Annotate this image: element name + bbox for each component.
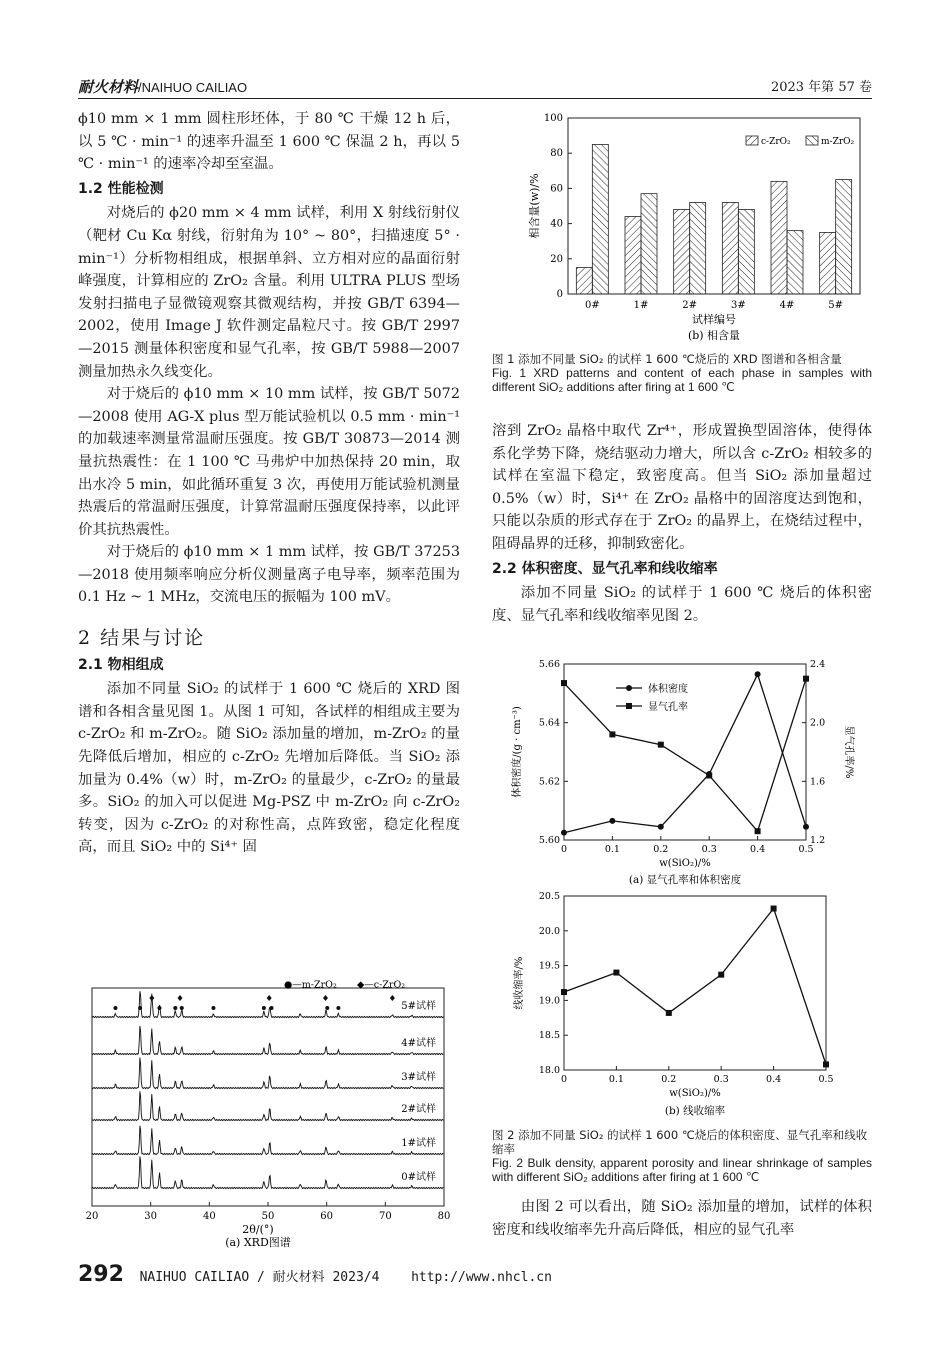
xrd-pattern-line bbox=[92, 1126, 443, 1155]
y-tick-label: 20 bbox=[550, 253, 563, 265]
x-axis-label: 试样编号 bbox=[692, 313, 736, 326]
data-point bbox=[609, 818, 615, 824]
data-point bbox=[803, 676, 809, 682]
plot-frame bbox=[92, 988, 444, 1206]
density-porosity-plot-area bbox=[510, 659, 856, 886]
x-tick-label: 50 bbox=[261, 1211, 275, 1222]
x-tick-label: 0.1 bbox=[604, 844, 620, 855]
y2-tick-label: 2.4 bbox=[810, 659, 826, 670]
c-zro2-marker bbox=[149, 995, 154, 1001]
bar-m-ZrO₂ bbox=[641, 194, 657, 294]
data-point bbox=[561, 680, 567, 686]
c-zro2-marker bbox=[178, 995, 183, 1001]
journal-name-cn: 耐火材料 bbox=[78, 78, 139, 96]
x-tick-label: 40 bbox=[202, 1211, 216, 1222]
m-zro2-marker bbox=[325, 1006, 329, 1010]
x-tick-label: 3# bbox=[730, 300, 746, 311]
shrinkage-plot-area bbox=[512, 891, 834, 1117]
bar-c-ZrO₂ bbox=[576, 268, 592, 294]
xrd-pattern-line bbox=[92, 1058, 443, 1089]
sample-label: 0#试样 bbox=[401, 1172, 436, 1183]
c-zro2-marker bbox=[390, 995, 395, 1001]
y-tick-label: 20.5 bbox=[538, 891, 560, 902]
x-tick-label: 0 bbox=[560, 1074, 568, 1085]
bar-m-ZrO₂ bbox=[690, 202, 706, 294]
journal-name-en: /NAIHUO CAILIAO bbox=[138, 80, 248, 95]
data-point bbox=[803, 824, 809, 830]
figure-1-caption bbox=[492, 352, 872, 394]
x-axis-label: 2θ/(°) bbox=[242, 1223, 274, 1236]
y2-tick-label: 2.0 bbox=[810, 717, 826, 729]
paragraph: 对于烧后的 ϕ10 mm × 1 mm 试样，按 GB/T 37253—2018 使用频率响应分析仪测量离子电导率，频率范围为 0.1 Hz ~ 1 MHz，交流电压的振幅为 100 mV。 bbox=[78, 544, 460, 606]
right-column-upper bbox=[492, 420, 872, 627]
y2-axis-label: 显气孔率/% bbox=[843, 725, 854, 779]
y2-tick-label: 1.6 bbox=[810, 776, 826, 788]
chart-title: (b) 相含量 bbox=[687, 329, 741, 342]
bar-m-ZrO₂ bbox=[787, 231, 803, 294]
x-tick-label: 80 bbox=[437, 1211, 451, 1222]
bar-plot-area bbox=[527, 113, 860, 342]
page-footer bbox=[78, 1262, 552, 1287]
x-tick-label: 0 bbox=[560, 844, 568, 855]
paragraph: 添加不同量 SiO₂ 的试样于 1 600 ℃ 烧后的 XRD 图谱和各相含量见图 1。从图 1 可知，各试样的相组成主要为 c‑ZrO₂ 和 m‑ZrO₂。随 SiO₂ 添加量的增加，m‑ZrO₂ 的量先降低后增加，相应的 c‑ZrO₂ 先增加后降低。当 SiO₂ 添加量为 0.4%（w）时，m‑ZrO₂ 的量最少，c‑ZrO₂ 的量最多。SiO₂ 的加入可以促进 Mg‑PSZ 中 m‑ZrO₂ 向 c‑ZrO₂ 转变，因为 c‑ZrO₂ 的对称性高，点阵致密，稳定化程度高，而且 SiO₂ 中的 Si⁴⁺ 固 bbox=[78, 681, 460, 856]
x-tick-label: 20 bbox=[85, 1211, 99, 1222]
m-zro2-marker bbox=[113, 1006, 117, 1010]
legend-c-zro2: ◆—c-ZrO₂ bbox=[357, 979, 406, 991]
x-tick-label: 1# bbox=[633, 300, 649, 311]
x-tick-label: 30 bbox=[144, 1211, 158, 1222]
y-axis-label: 体积密度/(g · cm⁻³) bbox=[512, 706, 523, 798]
figure-2-caption bbox=[492, 1128, 872, 1184]
figure-1-caption-cn: 图 1 添加不同量 SiO₂ 的试样 1 600 ℃烧后的 XRD 图谱和各相含量 bbox=[492, 352, 842, 366]
footer-journal: NAIHUO CAILIAO / 耐火材料 2023/4 bbox=[139, 1270, 380, 1285]
bar-m-ZrO₂ bbox=[738, 210, 754, 294]
x-tick-label: 60 bbox=[320, 1211, 334, 1222]
x-tick-label: 0.3 bbox=[701, 844, 717, 855]
chart-title: (a) 显气孔率和体积密度 bbox=[628, 874, 742, 886]
legend-label: 体积密度 bbox=[648, 684, 688, 695]
data-point bbox=[755, 828, 761, 834]
x-tick-label: 0.2 bbox=[661, 1074, 677, 1085]
x-tick-label: 0.3 bbox=[713, 1074, 729, 1085]
paragraph: 对于烧后的 ϕ10 mm × 10 mm 试样，按 GB/T 5072—2008 使用 AG‑X plus 型万能试验机以 0.5 mm · min⁻¹ 的加载速率测量常温耐压强度。按 GB/T 30873—2014 测量抗热震性：在 1 100 ℃ 马弗炉中加热保持 20 min，取出水冷 5 min，如此循环重复 3 次，再使用万能试验机测量热震后的常温耐压强度，计算常温耐压强度保持率，以此评价其抗热震性。 bbox=[78, 386, 460, 538]
legend-marker bbox=[626, 685, 632, 691]
bar-c-ZrO₂ bbox=[820, 232, 836, 294]
bar-c-ZrO₂ bbox=[674, 210, 690, 294]
m-zro2-marker bbox=[180, 1006, 184, 1010]
bar-m-ZrO₂ bbox=[836, 180, 852, 294]
sample-label: 3#试样 bbox=[401, 1072, 436, 1083]
y-tick-label: 80 bbox=[550, 148, 563, 160]
legend-swatch bbox=[806, 136, 818, 145]
x-tick-label: 0.5 bbox=[818, 1074, 834, 1085]
legend-label: 显气孔率 bbox=[648, 702, 688, 713]
right-column-lower bbox=[492, 1196, 872, 1241]
legend-label: c-ZrO₂ bbox=[761, 137, 791, 147]
left-column bbox=[78, 108, 460, 859]
chart-title: (b) 线收缩率 bbox=[664, 1105, 726, 1117]
bar-c-ZrO₂ bbox=[625, 217, 641, 294]
m-zro2-marker bbox=[138, 1006, 142, 1010]
figure-2-caption-en: Fig. 2 Bulk density, apparent porosity and linear shrinkage of samples with different SiO₂ additions after firing at 1 600 ℃ bbox=[492, 1156, 872, 1184]
bar-m-ZrO₂ bbox=[592, 144, 608, 294]
figure-1-caption-en: Fig. 1 XRD patterns and content of each phase in samples with different SiO₂ additions after firing at 1 600 ℃ bbox=[492, 366, 872, 394]
data-point bbox=[561, 830, 567, 836]
plot-frame bbox=[564, 896, 826, 1070]
section-heading-2-2: 2.2 体积密度、显气孔率和线收缩率 bbox=[492, 560, 718, 577]
xrd-chart bbox=[78, 979, 462, 1249]
x-tick-label: 0.4 bbox=[766, 1074, 782, 1085]
data-point bbox=[658, 824, 664, 830]
sample-label: 4#试样 bbox=[401, 1038, 436, 1049]
paragraph: ϕ10 mm × 1 mm 圆柱形坯体，于 80 ℃ 干燥 12 h 后，以 5 ℃ · min⁻¹ 的速率升温至 1 600 ℃ 保温 2 h，再以 5 ℃ · min⁻¹ 的速率冷却至室温。 bbox=[78, 111, 460, 173]
issue-info: 2023 年第 57 卷 bbox=[770, 80, 872, 95]
y-tick-label: 5.64 bbox=[538, 717, 560, 729]
m-zro2-marker bbox=[262, 1006, 266, 1010]
paragraph: 添加不同量 SiO₂ 的试样于 1 600 ℃ 烧后的体积密度、显气孔率和线收缩率见图 2。 bbox=[492, 585, 872, 624]
phase-content-chart bbox=[520, 106, 880, 351]
y-tick-label: 60 bbox=[550, 183, 563, 195]
legend-marker bbox=[626, 703, 632, 709]
xrd-pattern-line bbox=[92, 1091, 443, 1120]
x-tick-label: 0.1 bbox=[608, 1074, 624, 1085]
data-point bbox=[609, 731, 615, 737]
x-tick-label: 70 bbox=[378, 1211, 392, 1222]
sample-label: 2#试样 bbox=[401, 1104, 436, 1115]
y-tick-label: 40 bbox=[550, 218, 563, 230]
x-tick-label: 4# bbox=[779, 300, 795, 311]
data-point bbox=[666, 1010, 672, 1016]
y-tick-label: 5.62 bbox=[538, 776, 560, 788]
legend-label: m-ZrO₂ bbox=[821, 137, 855, 147]
data-point bbox=[658, 742, 664, 748]
data-point bbox=[613, 970, 619, 976]
y-tick-label: 100 bbox=[543, 113, 563, 124]
m-zro2-marker bbox=[157, 1006, 161, 1010]
y-tick-label: 19.0 bbox=[538, 995, 560, 1007]
legend-swatch bbox=[746, 136, 758, 145]
journal-header bbox=[78, 76, 247, 97]
x-tick-label: 0.5 bbox=[798, 844, 814, 855]
c-zro2-marker bbox=[267, 995, 272, 1001]
m-zro2-marker bbox=[336, 1006, 340, 1010]
y-tick-label: 0 bbox=[556, 289, 563, 300]
xrd-pattern-line bbox=[92, 1026, 443, 1055]
section-heading-2: 2 结果与讨论 bbox=[78, 627, 206, 650]
paragraph: 由图 2 可以看出，随 SiO₂ 添加量的增加，试样的体积密度和线收缩率先升高后降低，相应的显气孔率 bbox=[492, 1199, 872, 1238]
y-axis-label: 线收缩率/% bbox=[514, 956, 525, 1010]
x-tick-label: 2# bbox=[682, 300, 698, 311]
shrinkage-chart bbox=[492, 886, 872, 1124]
xrd-pattern-line bbox=[92, 991, 443, 1017]
sample-label: 1#试样 bbox=[401, 1138, 436, 1149]
m-zro2-marker bbox=[270, 1006, 274, 1010]
y-tick-label: 18.5 bbox=[538, 1030, 560, 1042]
y2-tick-label: 1.2 bbox=[810, 835, 826, 846]
data-point bbox=[755, 671, 761, 677]
y-tick-label: 5.66 bbox=[538, 659, 560, 670]
data-point bbox=[561, 989, 567, 995]
y-tick-label: 18.0 bbox=[538, 1065, 560, 1076]
paragraph: 对烧后的 ϕ20 mm × 4 mm 试样，利用 X 射线衍射仪（靶材 Cu Kα 射线，衍射角为 10° ~ 80°，扫描速度 5° · min⁻¹）分析物相组成，根据单斜、立方相对应的晶面衍射峰强度，计算相应的 ZrO₂ 含量。利用 ULTRA PLUS 型场发射扫描电子显微镜观察其微观结构，并按 GB/T 6394—2002，使用 Image J 软件测定晶粒尺寸。按 GB/T 2997—2015 测量体积密度和显气孔率，按 GB/T 5988—2007 测量加热永久线变化。 bbox=[78, 205, 460, 380]
series-line bbox=[564, 909, 826, 1065]
x-tick-label: 0.4 bbox=[750, 844, 766, 855]
section-heading-1-2: 1.2 性能检测 bbox=[78, 180, 164, 197]
bar-c-ZrO₂ bbox=[722, 202, 738, 294]
legend-m-zro2: ●—m-ZrO₂ bbox=[284, 979, 337, 991]
series-line-体积密度 bbox=[564, 674, 806, 832]
sample-label: 5#试样 bbox=[401, 1001, 436, 1012]
x-axis-label: w(SiO₂)/% bbox=[659, 858, 711, 869]
y-tick-label: 20.0 bbox=[538, 925, 560, 937]
paragraph: 溶到 ZrO₂ 晶格中取代 Zr⁴⁺，形成置换型固溶体，使得体系化学势下降，烧结驱动力增大，所以含 c‑ZrO₂ 相较多的试样在室温下稳定，致密度高。但当 SiO₂ 添加量超过 0.5%（w）时，Si⁴⁺ 在 ZrO₂ 晶格中的固溶度达到饱和，只能以杂质的形式存在于 ZrO₂ 的晶界上，在烧结过程中，阻碍晶界的迁移，抑制致密化。 bbox=[492, 423, 872, 552]
data-point bbox=[706, 772, 712, 778]
footer-url: http://www.nhcl.cn bbox=[411, 1270, 552, 1285]
xrd-pattern-line bbox=[92, 1157, 443, 1189]
c-zro2-marker bbox=[323, 995, 328, 1001]
y-axis-label: 相含量(w)/% bbox=[528, 173, 541, 239]
bar-c-ZrO₂ bbox=[771, 181, 787, 294]
section-heading-2-1: 2.1 物相组成 bbox=[78, 656, 164, 673]
figure-2-caption-cn: 图 2 添加不同量 SiO₂ 的试样 1 600 ℃烧后的体积密度、显气孔率和线收缩率 bbox=[492, 1128, 868, 1156]
data-point bbox=[823, 1061, 829, 1067]
xrd-plot-area bbox=[86, 980, 451, 1250]
m-zro2-marker bbox=[173, 1006, 177, 1010]
x-tick-label: 0.2 bbox=[653, 844, 669, 855]
y-tick-label: 5.60 bbox=[538, 835, 560, 846]
x-axis-label: w(SiO₂)/% bbox=[669, 1088, 721, 1099]
density-porosity-chart bbox=[492, 654, 872, 894]
x-tick-label: 5# bbox=[828, 300, 844, 311]
chart-title: (a) XRD图谱 bbox=[225, 1236, 291, 1249]
page-number: 292 bbox=[78, 1262, 124, 1287]
m-zro2-marker bbox=[211, 1006, 215, 1010]
x-tick-label: 0# bbox=[584, 300, 600, 311]
header-rule bbox=[78, 98, 872, 99]
y-tick-label: 19.5 bbox=[538, 960, 560, 972]
data-point bbox=[771, 906, 777, 912]
data-point bbox=[718, 972, 724, 978]
